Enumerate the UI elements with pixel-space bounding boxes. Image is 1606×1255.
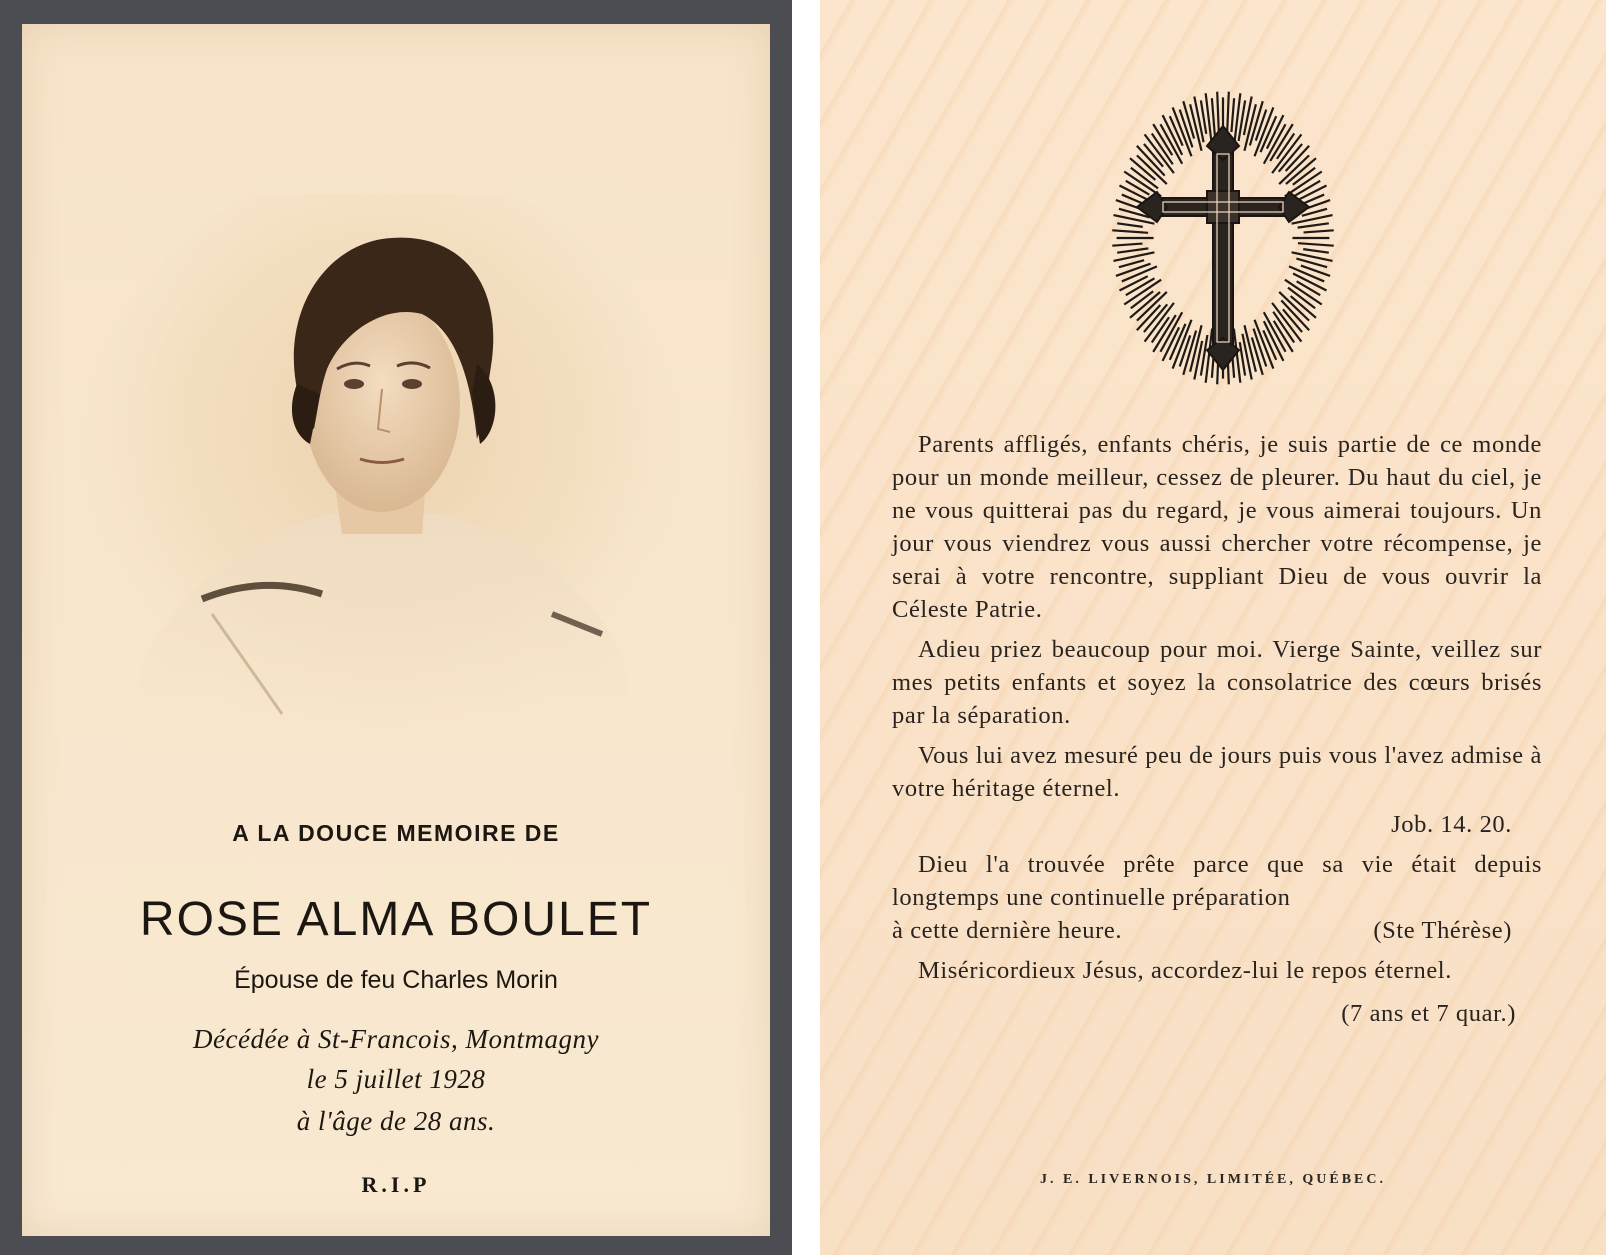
memorial-card-back — [820, 0, 1606, 1255]
prayer-line-with-attribution — [892, 914, 1542, 947]
prayer-paragraph: Miséricordieux Jésus, accordez-lui le repos éternel. — [918, 957, 1452, 984]
cross-ray — [1298, 223, 1329, 227]
cross-ray — [1160, 124, 1182, 164]
death-date: le 5 juillet 1928 — [306, 1064, 486, 1094]
cross-ray — [1119, 276, 1147, 290]
prayer-paragraph: Parents affligés, enfants chéris, je suis partie de ce monde pour un monde meilleur, cessez de pleurer. Du haut du ciel, je ne vous quitterai pas du regard, je vous aimerai toujours. Un jour vous viendrez vous aussi chercher votre récompense, je serai à votre rencontre, suppliant Dieu de vous ouvrir la Céleste Patrie. — [892, 431, 1542, 623]
radiant-cross-icon — [1107, 88, 1339, 394]
cross-ray — [1256, 110, 1266, 141]
spouse-line: Épouse de feu Charles Morin — [234, 966, 558, 994]
memorial-heading: A LA DOUCE MEMOIRE DE — [232, 820, 560, 846]
cross-ray — [1303, 249, 1329, 253]
memorial-card-front — [0, 0, 792, 1255]
prayer-paragraph: Adieu priez beaucoup pour moi. Vierge Sainte, veillez sur mes petits enfants et soyez la consolatrice des cœurs brisés par la séparation. — [892, 636, 1542, 729]
death-place: Décédée à St-Francois, Montmagny — [193, 1024, 599, 1054]
rip-text: R.I.P — [361, 1172, 431, 1197]
cross-ray — [1217, 92, 1219, 132]
prayer-text — [892, 428, 1542, 1030]
cross-ray — [1231, 98, 1234, 132]
cross-ray — [1113, 252, 1154, 261]
cross-ray — [1298, 243, 1334, 245]
cross-ray — [1126, 181, 1150, 195]
attribution: (Ste Thérèse) — [1373, 917, 1512, 944]
portrait-photo — [82, 194, 682, 774]
prayer-line: à cette dernière heure. — [892, 917, 1123, 944]
death-age: à l'âge de 28 ans. — [296, 1106, 496, 1136]
card-front-paper — [22, 24, 770, 1236]
cross-ray — [1264, 124, 1286, 164]
cross-ray — [1117, 248, 1148, 252]
cross-ray — [1297, 281, 1321, 295]
cross-ray — [1279, 292, 1309, 321]
cross-ray — [1137, 292, 1167, 321]
prayer-paragraph: Vous lui avez mesuré peu de jours puis vous l'avez admise à votre héritage éternel. — [892, 742, 1542, 802]
cross-ray — [1112, 244, 1142, 246]
cross-ray — [1160, 312, 1182, 352]
cross-ray — [1112, 230, 1148, 232]
cross-ray — [1264, 312, 1286, 352]
cross-ray — [1298, 185, 1326, 199]
cross-ray — [1137, 155, 1167, 184]
scripture-reference: Job. 14. 20. — [1391, 811, 1512, 838]
cross-ray — [1180, 335, 1190, 366]
indulgence-note: (7 ans et 7 quar.) — [1341, 1000, 1516, 1027]
deceased-name: ROSE ALMA BOULET — [139, 893, 653, 946]
cross-ray — [1304, 230, 1334, 232]
printer-imprint: J. E. LIVERNOIS, LIMITÉE, QUÉBEC. — [1039, 1172, 1386, 1187]
cross-ray — [1117, 223, 1143, 227]
prayer-paragraph: Dieu l'a trouvée prête parce que sa vie était depuis longtemps une continuelle préparation — [892, 851, 1542, 911]
cross-ray — [1212, 98, 1215, 139]
cross-ray — [1279, 155, 1309, 184]
